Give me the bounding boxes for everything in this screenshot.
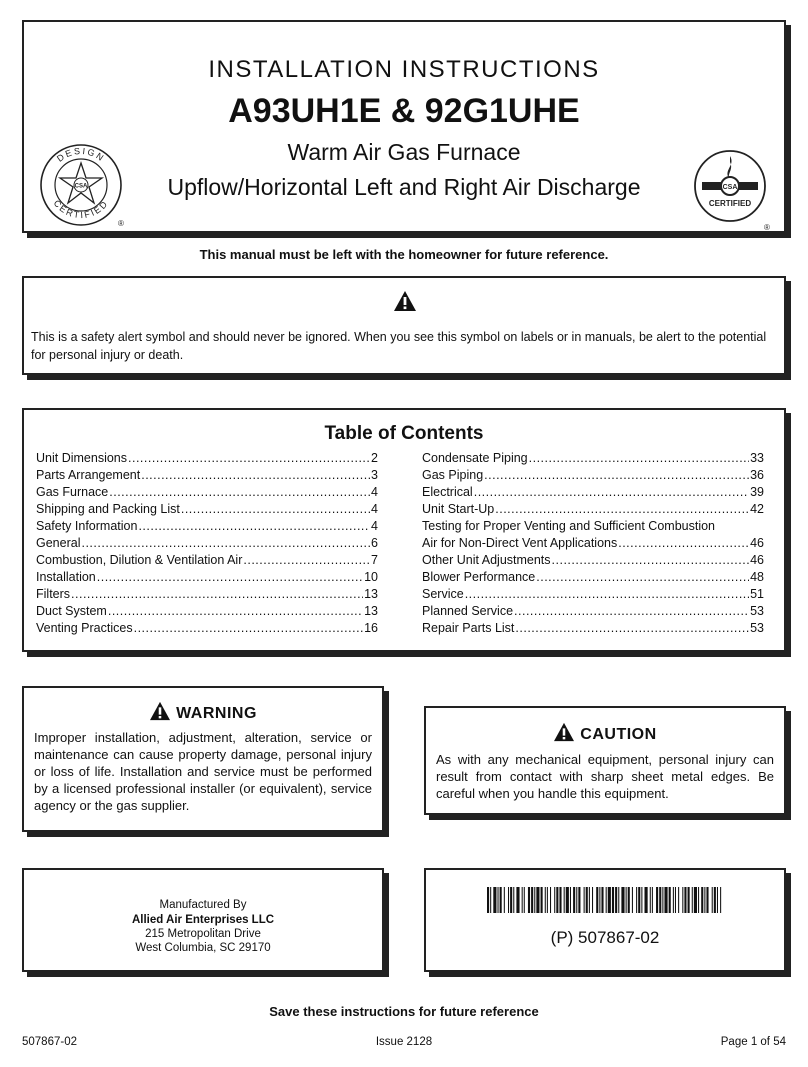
product-name: Warm Air Gas Furnace xyxy=(287,139,521,165)
toc-entry-page: 46 xyxy=(750,553,764,567)
toc-entry xyxy=(36,586,378,603)
barcode-bar xyxy=(534,887,535,913)
toc-entry-title: Testing for Proper Venting and Sufficient Combustion xyxy=(422,519,715,533)
barcode-bar xyxy=(638,887,640,913)
barcode-bar xyxy=(632,887,633,913)
toc-entry-title: Blower Performance xyxy=(422,570,536,584)
manufacturer-box xyxy=(22,868,384,972)
toc-leader-dots xyxy=(484,467,749,484)
barcode-bar xyxy=(524,887,525,913)
barcode-bar xyxy=(596,887,598,913)
toc-entry-title: Filters xyxy=(36,587,71,601)
toc-entry-page: 42 xyxy=(750,502,764,516)
toc-entry-page: 4 xyxy=(371,485,378,499)
barcode-bar xyxy=(664,887,667,913)
barcode-bar xyxy=(636,887,637,913)
caution-triangle-icon xyxy=(553,722,575,742)
caution-label: CAUTION xyxy=(580,726,657,743)
seal-center-text: CSA xyxy=(74,183,88,190)
manufacturer-street: 215 Metropolitan Drive xyxy=(145,928,261,940)
table-of-contents xyxy=(22,408,786,652)
toc-leader-dots xyxy=(529,450,749,467)
warning-label: WARNING xyxy=(176,705,257,722)
barcode-bar xyxy=(536,887,539,913)
design-certified-seal-icon xyxy=(38,142,124,228)
toc-entry xyxy=(422,620,764,637)
toc-entry-title: Service xyxy=(422,587,464,601)
toc-entry-title: Unit Start-Up xyxy=(422,502,495,516)
toc-leader-dots xyxy=(618,535,749,552)
barcode-bar xyxy=(498,887,499,913)
toc-leader-dots xyxy=(495,501,749,518)
barcode-bar xyxy=(641,887,642,913)
barcode-bar xyxy=(701,887,703,913)
toc-entry-page: 3 xyxy=(371,468,378,482)
toc-leader-dots xyxy=(514,603,749,620)
barcode-bar xyxy=(504,887,505,913)
toc-entry-page: 2 xyxy=(371,451,378,465)
toc-entry-title: General xyxy=(36,536,81,550)
svg-text:CERTIFIED xyxy=(52,198,111,220)
seal-top-text: DESIGN xyxy=(55,145,107,164)
part-number: (P) 507867-02 xyxy=(550,928,660,947)
toc-leader-dots xyxy=(134,620,364,637)
barcode-bar xyxy=(573,887,575,913)
toc-leader-dots xyxy=(465,586,749,603)
toc-entry-page: 33 xyxy=(750,451,764,465)
toc-column-left xyxy=(36,450,378,637)
homeowner-note: This manual must be left with the homeowner for future reference. xyxy=(199,247,609,262)
toc-entry xyxy=(422,501,764,518)
warning-text: Improper installation, adjustment, alteration, service or maintenance can cause property damage, personal injury or loss of life. Installation and service must be performed by a licensed professional installer (or equivalent), service agency or the gas supplier. xyxy=(34,730,372,813)
barcode-bar xyxy=(618,887,619,913)
toc-entry-title: Electrical xyxy=(422,485,473,499)
barcode-bar xyxy=(510,887,512,913)
barcode-bar xyxy=(606,887,607,913)
toc-entry-page: 53 xyxy=(750,604,764,618)
safety-alert-text: This is a safety alert symbol and should never be ignored. When you see this symbol on labels or in manuals, be alert to the potential for personal injury or death. xyxy=(31,330,767,362)
barcode-bar xyxy=(601,887,603,913)
barcode-bar xyxy=(566,887,569,913)
safety-alert-icon xyxy=(393,290,417,312)
toc-entry-page: 13 xyxy=(364,587,378,601)
product-configuration: Upflow/Horizontal Left and Right Air Discharge xyxy=(167,174,641,200)
toc-leader-dots xyxy=(243,552,370,569)
barcode-bar xyxy=(612,887,614,913)
caution-heading xyxy=(426,722,784,744)
toc-entry xyxy=(36,467,378,484)
barcode-icon xyxy=(487,887,723,913)
seal-bottom-text: CERTIFIED xyxy=(51,198,111,221)
toc-entry-page: 4 xyxy=(371,519,378,533)
barcode-bar xyxy=(659,887,661,913)
warning-triangle-icon xyxy=(149,701,171,721)
toc-column-right xyxy=(422,450,764,637)
toc-leader-dots xyxy=(515,620,749,637)
toc-entry-title: Other Unit Adjustments xyxy=(422,553,551,567)
toc-entry-title: Condensate Piping xyxy=(422,451,528,465)
footer-page-number: Page 1 of 54 xyxy=(720,1036,786,1048)
barcode-bar xyxy=(487,887,489,913)
barcode-bar xyxy=(576,887,577,913)
toc-leader-dots xyxy=(474,484,749,501)
toc-entry-title: Shipping and Packing List xyxy=(36,502,180,516)
seal-certified-text: CERTIFIED xyxy=(708,199,752,208)
toc-entry-page: 16 xyxy=(364,621,378,635)
toc-entry xyxy=(36,484,378,501)
footer-document-number: 507867-02 xyxy=(22,1036,77,1048)
barcode-bar xyxy=(684,887,686,913)
barcode-bar xyxy=(516,887,519,913)
barcode-bar xyxy=(694,887,697,913)
barcode-bar xyxy=(621,887,624,913)
barcode-bar xyxy=(669,887,671,913)
toc-entry-title: Unit Dimensions xyxy=(36,451,128,465)
barcode-bar xyxy=(550,887,551,913)
toc-entry xyxy=(422,518,764,535)
barcode-bar xyxy=(652,887,653,913)
barcode-bar xyxy=(490,887,491,913)
registered-mark: ® xyxy=(764,223,770,232)
seal-center-text: CSA xyxy=(722,184,738,191)
document-type: INSTALLATION INSTRUCTIONS xyxy=(208,56,600,83)
toc-entry-title: Parts Arrangement xyxy=(36,468,141,482)
barcode-bar xyxy=(528,887,530,913)
toc-leader-dots xyxy=(128,450,370,467)
barcode-bar xyxy=(556,887,558,913)
toc-entry xyxy=(36,569,378,586)
barcode-bar xyxy=(592,887,593,913)
toc-entry-page: 10 xyxy=(364,570,378,584)
barcode-bar xyxy=(662,887,663,913)
toc-entry-title: Safety Information xyxy=(36,519,138,533)
toc-entry xyxy=(422,535,764,552)
toc-entry-page: 6 xyxy=(371,536,378,550)
barcode-bar xyxy=(626,887,627,913)
toc-entry-page: 48 xyxy=(750,570,764,584)
toc-entry-title: Venting Practices xyxy=(36,621,133,635)
save-instructions-note: Save these instructions for future reference xyxy=(269,1004,539,1019)
toc-entry xyxy=(422,484,764,501)
toc-entry-title: Combustion, Dilution & Ventilation Air xyxy=(36,553,243,567)
barcode-bar xyxy=(608,887,611,913)
toc-entry-page: 39 xyxy=(750,485,764,499)
safety-alert-box xyxy=(22,276,786,375)
toc-entry-title: Planned Service xyxy=(422,604,514,618)
barcode-bar xyxy=(717,887,718,913)
barcode-bar xyxy=(564,887,565,913)
manufacturer-name: Allied Air Enterprises LLC xyxy=(131,914,275,926)
toc-entry xyxy=(422,603,764,620)
toc-entry xyxy=(422,569,764,586)
toc-title: Table of Contents xyxy=(324,423,484,444)
barcode-bar xyxy=(628,887,630,913)
barcode-bar xyxy=(547,887,548,913)
toc-entry-title: Gas Piping xyxy=(422,468,484,482)
barcode-bar xyxy=(698,887,699,913)
barcode-bar xyxy=(570,887,571,913)
toc-leader-dots xyxy=(552,552,750,569)
toc-entry xyxy=(36,620,378,637)
barcode-bar xyxy=(554,887,555,913)
toc-entry xyxy=(422,450,764,467)
toc-entry-page: 51 xyxy=(750,587,764,601)
barcode-bar xyxy=(682,887,683,913)
barcode-bar xyxy=(599,887,600,913)
toc-entry xyxy=(36,501,378,518)
toc-entry-page: 4 xyxy=(371,502,378,516)
barcode-bar xyxy=(714,887,716,913)
toc-entry-title: Repair Parts List xyxy=(422,621,515,635)
barcode-bar xyxy=(493,887,496,913)
caution-box xyxy=(424,706,786,815)
toc-entry xyxy=(422,586,764,603)
toc-entry-page: 36 xyxy=(750,468,764,482)
toc-leader-dots xyxy=(138,518,370,535)
csa-certified-seal-icon xyxy=(692,148,774,232)
toc-entry-page: 46 xyxy=(750,536,764,550)
toc-leader-dots xyxy=(108,603,363,620)
manufactured-by-label: Manufactured By xyxy=(159,899,247,911)
barcode-bar xyxy=(720,887,721,913)
barcode-bar xyxy=(500,887,502,913)
warning-box xyxy=(22,686,384,832)
barcode-bar xyxy=(559,887,561,913)
toc-entry xyxy=(422,467,764,484)
toc-entry-page: 7 xyxy=(371,553,378,567)
toc-entry-title: Air for Non-Direct Vent Applications xyxy=(422,536,618,550)
barcode-bar xyxy=(678,887,679,913)
title-block xyxy=(22,20,786,233)
toc-entry xyxy=(36,603,378,620)
barcode-bar xyxy=(645,887,648,913)
toc-leader-dots xyxy=(141,467,370,484)
barcode-bar xyxy=(578,887,580,913)
barcode-box xyxy=(424,868,786,972)
barcode-bar xyxy=(545,887,546,913)
toc-leader-dots xyxy=(109,484,370,501)
barcode-bar xyxy=(688,887,690,913)
barcode-bar xyxy=(541,887,543,913)
barcode-bar xyxy=(508,887,509,913)
barcode-bar xyxy=(650,887,651,913)
barcode-bar xyxy=(531,887,533,913)
toc-leader-dots xyxy=(71,586,363,603)
barcode-bar xyxy=(675,887,676,913)
toc-entry xyxy=(36,552,378,569)
toc-leader-dots xyxy=(181,501,370,518)
barcode-bar xyxy=(692,887,693,913)
toc-leader-dots xyxy=(536,569,749,586)
toc-entry xyxy=(422,552,764,569)
toc-entry-page: 53 xyxy=(750,621,764,635)
toc-leader-dots xyxy=(81,535,370,552)
barcode-bar xyxy=(673,887,674,913)
toc-entry-page: 13 xyxy=(364,604,378,618)
barcode-bar xyxy=(522,887,523,913)
toc-entry-title: Gas Furnace xyxy=(36,485,109,499)
barcode-bar xyxy=(712,887,713,913)
barcode-bar xyxy=(706,887,708,913)
toc-entry-title: Duct System xyxy=(36,604,107,618)
toc-entry xyxy=(36,518,378,535)
footer-issue: Issue 2128 xyxy=(375,1036,433,1048)
barcode-bar xyxy=(586,887,588,913)
caution-text: As with any mechanical equipment, personal injury can result from contact with sharp sheet metal edges. Be careful when you handle this equipment. xyxy=(436,752,774,801)
barcode-bar xyxy=(704,887,705,913)
model-numbers: A93UH1E & 92G1UHE xyxy=(228,92,580,130)
toc-entry xyxy=(36,450,378,467)
barcode-bar xyxy=(584,887,585,913)
manufacturer-city: West Columbia, SC 29170 xyxy=(135,942,271,954)
barcode-bar xyxy=(513,887,514,913)
barcode-bar xyxy=(615,887,617,913)
barcode-bar xyxy=(589,887,590,913)
toc-entry xyxy=(36,535,378,552)
toc-entry-title: Installation xyxy=(36,570,96,584)
barcode-bar xyxy=(656,887,658,913)
toc-leader-dots xyxy=(97,569,363,586)
warning-heading xyxy=(24,701,382,723)
registered-mark: ® xyxy=(118,219,124,228)
